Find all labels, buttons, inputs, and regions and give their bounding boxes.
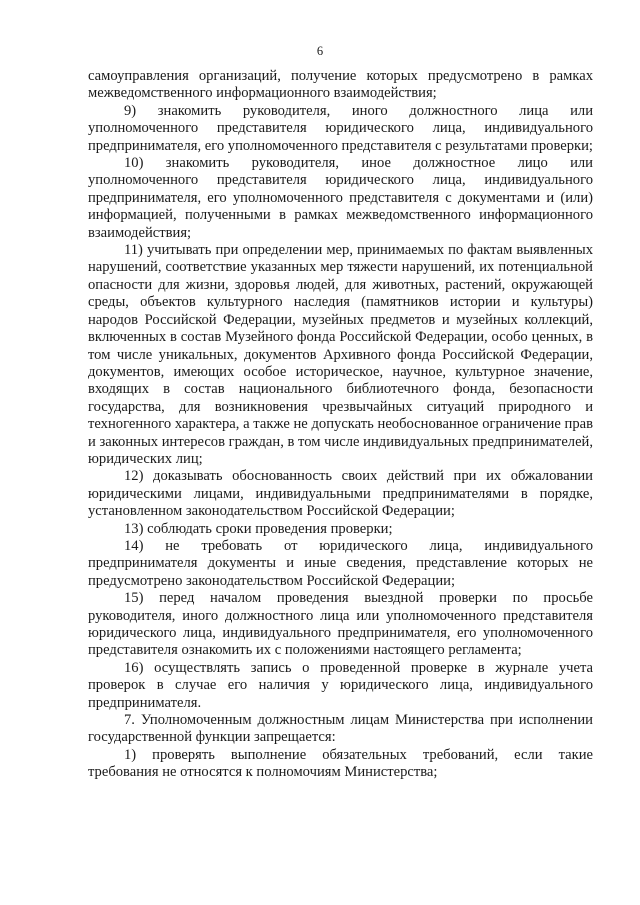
list-item-11: 11) учитывать при определении мер, принимаемых по фактам выявленных нарушений, соответствие указанных мер тяжести нарушений, их потенциальной опасности для жизни, здоровья людей, для животных, растений, окружающей среды, объектов культурного наследия (памятников истории и культуры) народов Российской Федерации, музейных предметов и музейных коллекций, включенных в состав Музейного фонда Российской Федерации, особо ценных, в том числе уникальных, документов Архивного фонда Российской Федерации, документов, имеющих особое историческое, научное, культурное значение, входящих в состав национального библиотечного фонда, безопасности государства, для возникновения чрезвычайных ситуаций природного и техногенного характера, а также не допускать необоснованное ограничение прав и законных интересов граждан, в том числе индивидуальных предпринимателей, юридических лиц;	[88, 242, 594, 467]
list-item-9: 9) знакомить руководителя, иного должностного лица или уполномоченного представителя юридического лица, индивидуального предпринимателя, его уполномоченного представителя с результатами проверки;	[88, 102, 593, 154]
section-7-heading: 7. Уполномоченным должностным лицам Министерства при исполнении государственной функции запрещается:	[88, 712, 593, 746]
paragraph-continuation: самоуправления организаций, получение которых предусмотрено в рамках межведомственного информационного взаимодействия;	[88, 68, 593, 102]
prohibition-item-1: 1) проверять выполнение обязательных требований, если такие требования не относятся к полномочиям Министерства;	[88, 746, 593, 781]
document-body	[88, 68, 593, 782]
list-item-15: 15) перед началом проведения выездной проверки по просьбе руководителя, иного должностного лица или уполномоченного представителя юридического лица, индивидуального предпринимателя, его уполномоченного представителя ознакомить их с положениями настоящего регламента;	[88, 590, 593, 659]
page-number: 6	[316, 44, 324, 58]
list-item-14: 14) не требовать от юридического лица, индивидуального предпринимателя документы и иные сведения, представление которых не предусмотрено законодательством Российской Федерации;	[88, 537, 593, 589]
list-item-12: 12) доказывать обоснованность своих действий при их обжаловании юридическими лицами, индивидуальными предпринимателями в порядке, установленном законодательством Российской Федерации;	[88, 468, 593, 520]
list-item-16: 16) осуществлять запись о проведенной проверке в журнале учета проверок в случае его наличия у юридического лица, индивидуального предпринимателя.	[88, 659, 593, 711]
list-item-10: 10) знакомить руководителя, иное должностное лицо или уполномоченного представителя юридического лица, индивидуального предпринимателя, его уполномоченного представителя с документами и (или) информацией, полученными в рамках межведомственного информационного взаимодействия;	[88, 155, 593, 241]
list-item-13: 13) соблюдать сроки проведения проверки;	[124, 520, 393, 537]
